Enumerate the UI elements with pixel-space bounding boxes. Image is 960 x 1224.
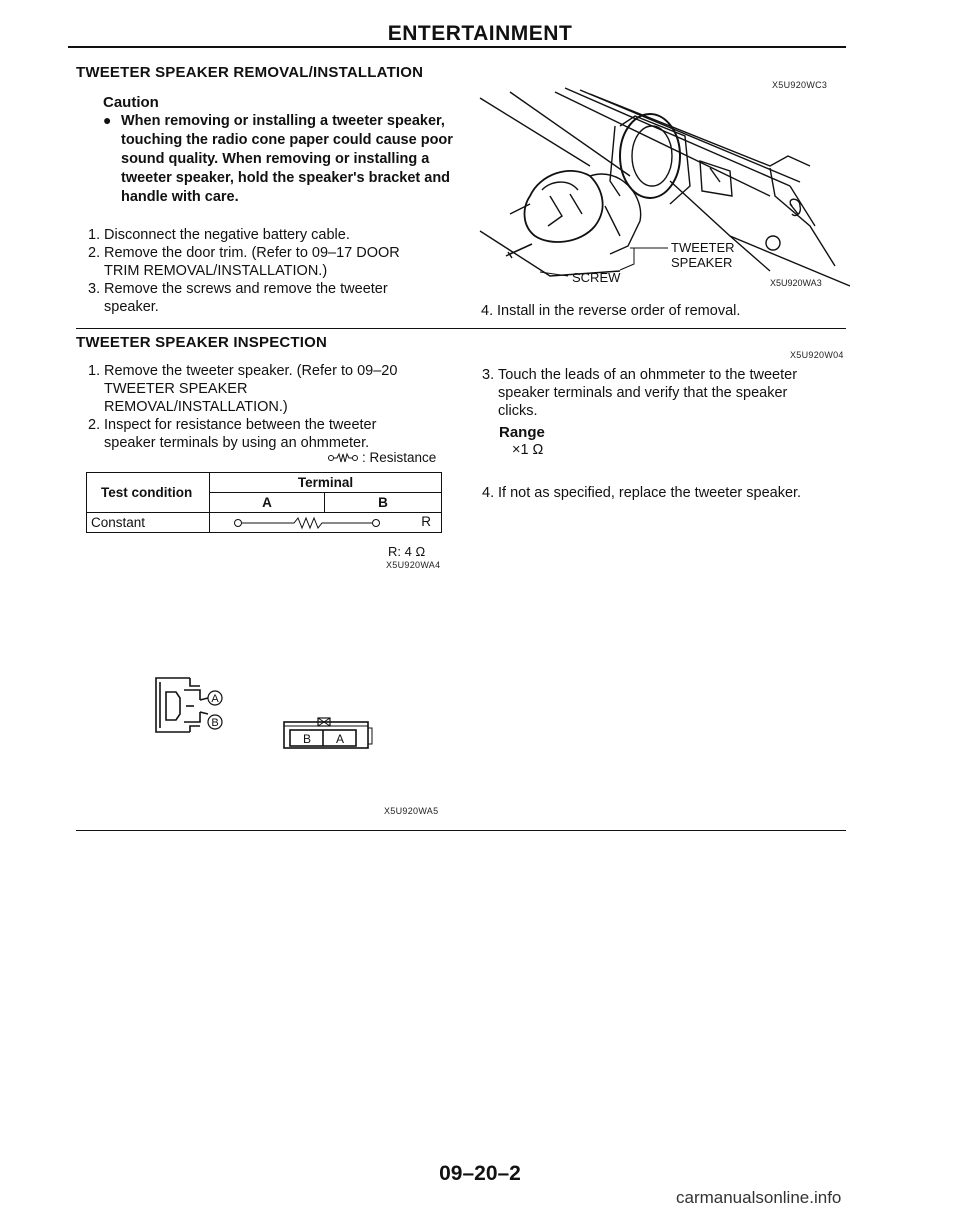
inspection-step-4: 4. If not as specified, replace the tweeter speaker.: [482, 485, 802, 501]
page-title: ENTERTAINMENT: [387, 22, 573, 45]
header-test-condition: Test condition: [87, 473, 210, 513]
figure-code: X5U920WA3: [770, 278, 822, 288]
terminal-a-label: A: [211, 693, 219, 705]
cell-r: R: [421, 514, 431, 529]
connector-face-figure: [280, 714, 376, 752]
cell-resistor: [210, 513, 442, 533]
inspection-section-code: X5U920W04: [790, 350, 844, 360]
label-tweeter: TWEETER: [671, 240, 735, 255]
table-resistor-icon: [232, 515, 402, 531]
removal-step-1: 1. Disconnect the negative battery cable.: [88, 227, 350, 243]
removal-section-code: X5U920WC3: [772, 80, 828, 90]
removal-step-2: 2. Remove the door trim. (Refer to 09–17 DOOR TRIM REMOVAL/INSTALLATION.): [88, 245, 400, 279]
inspection-step-3: 3. Touch the leads of an ohmmeter to the tweeter speaker terminals and verify that the speaker clicks.: [482, 367, 798, 419]
terminal-b-label: B: [211, 717, 219, 729]
removal-steps: [88, 226, 438, 316]
tweeter-terminal-figure: [150, 664, 240, 742]
bottom-rule: [76, 830, 846, 831]
section-divider: [76, 328, 846, 329]
resistance-spec: R: 4 Ω: [388, 544, 426, 559]
caution-text: When removing or installing a tweeter speaker, touching the radio cone paper could cause poor sound quality. When removing or installing a tweeter speaker, hold the speaker's bracket and handle with care.: [121, 113, 453, 205]
connector-label-b: B: [302, 732, 312, 746]
table-code: X5U920WA4: [386, 560, 441, 570]
removal-step-3: 3. Remove the screws and remove the tweeter speaker.: [88, 281, 388, 315]
label-speaker: SPEAKER: [671, 255, 733, 270]
caution-heading: Caution: [103, 94, 159, 111]
inspection-step-1: 1. Remove the tweeter speaker. (Refer to 09–20 TWEETER SPEAKER REMOVAL/INSTALLATION.): [88, 363, 398, 415]
header-terminal-a: A: [210, 493, 325, 513]
connector-figure-code: X5U920WA5: [384, 806, 439, 816]
resistance-table: [86, 472, 442, 533]
tweeter-speaker-figure: [470, 86, 850, 296]
label-screw: SCREW: [572, 270, 621, 285]
removal-step-4: 4. Install in the reverse order of removal.: [481, 303, 741, 319]
caution-block: [103, 94, 453, 207]
watermark-text: carmanualsonline.info: [676, 1188, 842, 1207]
header-terminal-b: B: [325, 493, 442, 513]
removal-section-title: TWEETER SPEAKER REMOVAL/INSTALLATION: [76, 64, 424, 81]
bullet-icon: ●: [103, 112, 112, 128]
header-terminal: Terminal: [210, 473, 442, 493]
resistance-legend-text: : Resistance: [362, 450, 437, 465]
connector-label-a: A: [335, 732, 345, 746]
range-heading: Range: [499, 424, 545, 441]
page-number: 09–20–2: [439, 1162, 521, 1185]
header-rule: [68, 46, 846, 48]
cell-constant: Constant: [87, 513, 210, 533]
resistance-legend: [328, 450, 436, 465]
inspection-step-2: 2. Inspect for resistance between the tweeter speaker terminals by using an ohmmeter.: [88, 417, 377, 451]
inspection-section-title: TWEETER SPEAKER INSPECTION: [76, 334, 328, 351]
inspection-steps-left: [88, 362, 448, 452]
resistor-icon: [328, 452, 358, 464]
range-value: ×1 Ω: [512, 442, 544, 458]
